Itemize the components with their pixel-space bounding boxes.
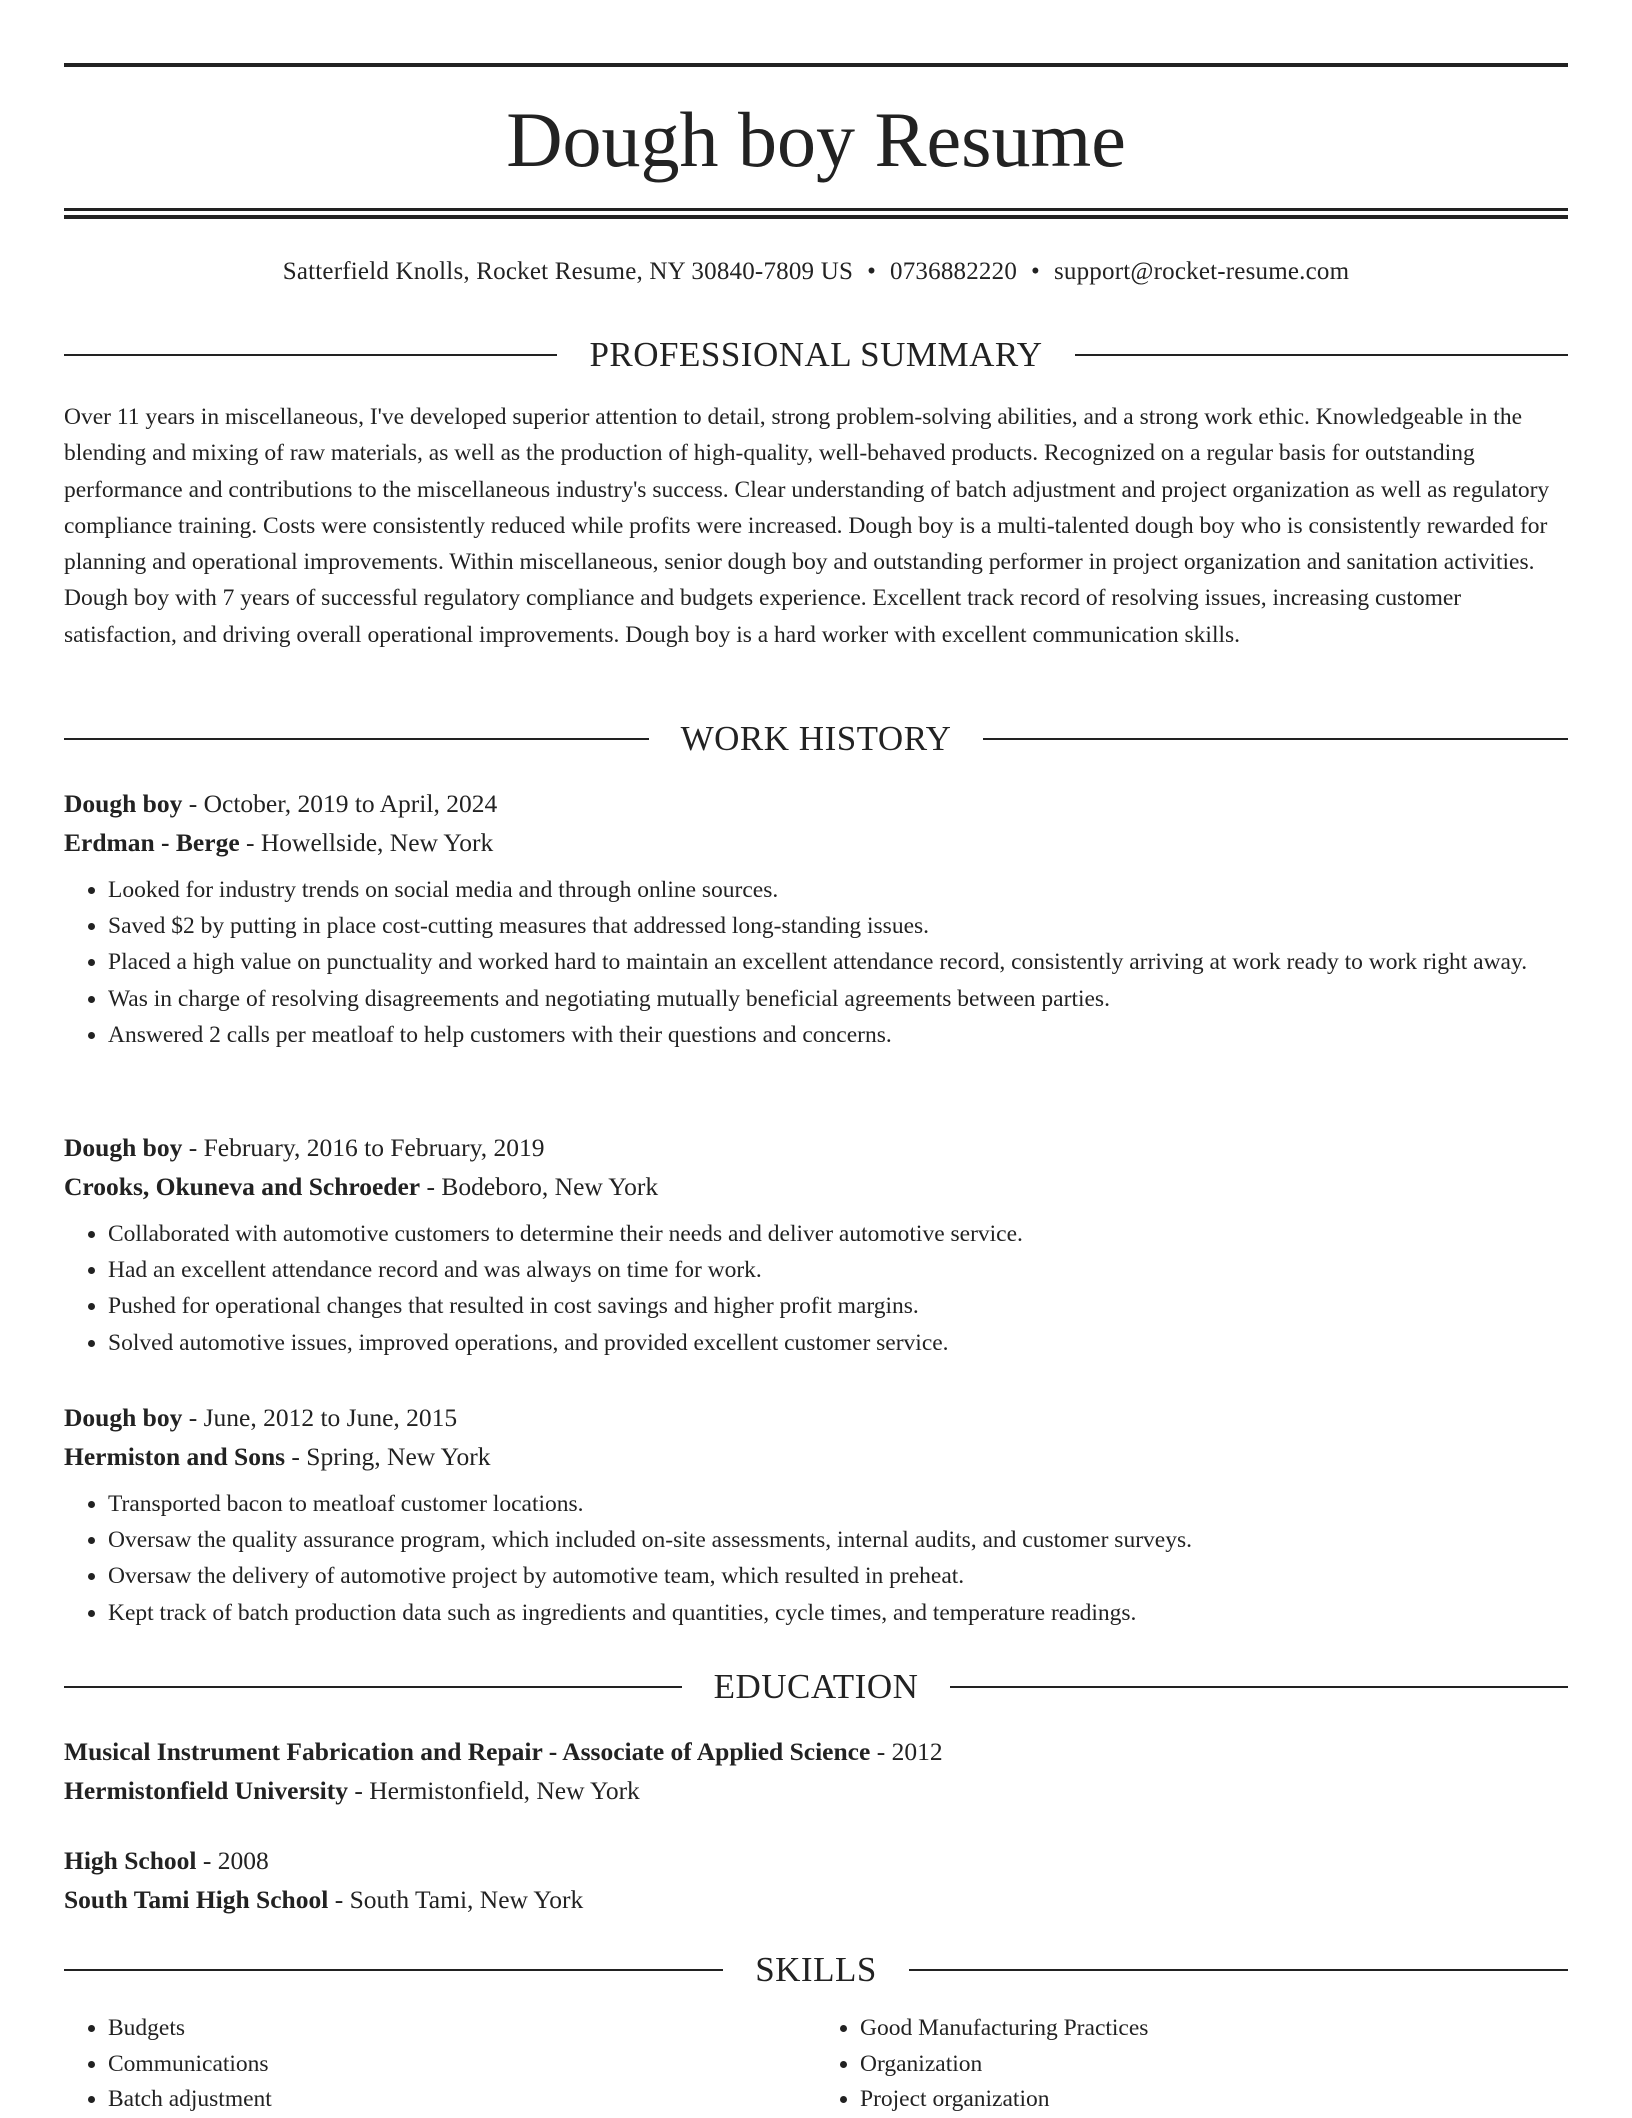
skill-item: • Batch adjustment — [108, 2082, 816, 2118]
section-title: EDUCATION — [713, 1667, 919, 1706]
section-heading-education — [64, 1665, 1568, 1709]
job-bullets — [64, 872, 1568, 1053]
job-entry — [64, 1128, 1568, 1361]
divider — [909, 1969, 1568, 1971]
education-location: - Hermistonfield, New York — [348, 1776, 640, 1805]
skill-item: • Communications — [108, 2047, 816, 2083]
list-item: • Oversaw the delivery of automotive project by automotive team, which resulted in preheat. — [108, 1558, 1568, 1594]
job-company-line — [64, 823, 1568, 862]
education-entry — [64, 1732, 1568, 1810]
job-company-line — [64, 1437, 1568, 1476]
contact-phone: 0736882220 — [890, 258, 1018, 285]
education-degree: High School — [64, 1846, 197, 1875]
section-title: PROFESSIONAL SUMMARY — [589, 335, 1043, 374]
job-location: - Spring, New York — [285, 1442, 491, 1471]
title-double-rule — [64, 208, 1568, 219]
list-item: • Looked for industry trends on social media and through online sources. — [108, 872, 1568, 908]
divider — [64, 1969, 723, 1971]
list-item: • Saved $2 by putting in place cost-cutting measures that addressed long-standing issues. — [108, 908, 1568, 944]
list-item: • Answered 2 calls per meatloaf to help customers with their questions and concerns. — [108, 1017, 1568, 1053]
section-heading-skills — [64, 1948, 1568, 1992]
skill-item: • Good Manufacturing Practices — [860, 2011, 1568, 2047]
job-bullets — [64, 1216, 1568, 1361]
contact-email: support@rocket-resume.com — [1053, 258, 1350, 285]
list-item: • Was in charge of resolving disagreements and negotiating mutually beneficial agreements between parties. — [108, 981, 1568, 1017]
skill-item: • Budgets — [108, 2011, 816, 2047]
list-item: • Kept track of batch production data such as ingredients and quantities, cycle times, and temperature readings. — [108, 1595, 1568, 1631]
contact-address: Satterfield Knolls, Rocket Resume, NY 30840-7809 US — [282, 258, 854, 285]
education-school-line — [64, 1880, 1568, 1919]
education-degree-line — [64, 1732, 1568, 1771]
education-school: South Tami High School — [64, 1885, 329, 1914]
list-item: • Collaborated with automotive customers to determine their needs and deliver automotive service. — [108, 1216, 1568, 1252]
list-item: • Had an excellent attendance record and was always on time for work. — [108, 1252, 1568, 1288]
job-title-line — [64, 784, 1568, 823]
job-dates: - February, 2016 to February, 2019 — [182, 1133, 545, 1162]
job-bullets — [64, 1486, 1568, 1631]
job-location: - Howellside, New York — [239, 828, 494, 857]
education-entry — [64, 1841, 1568, 1919]
job-company-line — [64, 1167, 1568, 1206]
job-entry — [64, 1398, 1568, 1631]
section-heading-summary — [64, 333, 1568, 377]
job-entry — [64, 784, 1568, 1053]
contact-separator: • — [1031, 258, 1040, 285]
list-item: • Transported bacon to meatloaf customer locations. — [108, 1486, 1568, 1522]
skill-item: • Project organization — [860, 2082, 1568, 2118]
job-title-line — [64, 1398, 1568, 1437]
job-role: Dough boy — [64, 789, 183, 818]
divider — [950, 1686, 1568, 1688]
list-item: • Placed a high value on punctuality and worked hard to maintain an excellent attendance record, consistently arriving at work ready to work right away. — [108, 944, 1568, 980]
job-company: Hermiston and Sons — [64, 1442, 286, 1471]
list-item: • Solved automotive issues, improved operations, and provided excellent customer service. — [108, 1325, 1568, 1361]
education-year: - 2008 — [196, 1846, 269, 1875]
education-location: - South Tami, New York — [328, 1885, 584, 1914]
section-title: WORK HISTORY — [680, 719, 952, 758]
summary-paragraph: Over 11 years in miscellaneous, I've developed superior attention to detail, strong problem-solving abilities, and a strong work ethic. Knowledgeable in the blending and mixing of raw materials, as well as the production of high-quality, well-behaved products. Recognized on a regular basis for outstanding performance and contributions to the miscellaneous industry's success. Clear understanding of batch adjustment and project organization as well as regulatory compliance training. Costs were consistently reduced while profits were increased. Dough boy is a multi-talented dough boy who is consistently rewarded for planning and operational improvements. Within miscellaneous, senior dough boy and outstanding performer in project organization and sanitation activities. Dough boy with 7 years of successful regulatory compliance and budgets experience. Excellent track record of resolving issues, increasing customer satisfaction, and driving overall operational improvements. Dough boy is a hard worker with excellent communication skills. — [64, 404, 1550, 648]
job-dates: - October, 2019 to April, 2024 — [182, 789, 498, 818]
job-company: Erdman - Berge — [64, 828, 240, 857]
list-item: • Oversaw the quality assurance program, which included on-site assessments, internal audits, and customer surveys. — [108, 1522, 1568, 1558]
education-school-line — [64, 1771, 1568, 1810]
education-school: Hermistonfield University — [64, 1776, 348, 1805]
education-degree-line — [64, 1841, 1568, 1880]
section-heading-work — [64, 717, 1568, 761]
divider — [64, 354, 557, 356]
resume-title: Dough boy Resume — [506, 96, 1126, 183]
skills-list-left — [64, 2011, 816, 2118]
skills-columns — [64, 2011, 1568, 2118]
job-company: Crooks, Okuneva and Schroeder — [64, 1172, 421, 1201]
job-role: Dough boy — [64, 1133, 183, 1162]
job-location: - Bodeboro, New York — [420, 1172, 659, 1201]
job-title-line — [64, 1128, 1568, 1167]
contact-separator: • — [867, 258, 877, 285]
divider — [1075, 354, 1568, 356]
list-item: • Pushed for operational changes that resulted in cost savings and higher profit margins. — [108, 1288, 1568, 1324]
education-degree: Musical Instrument Fabrication and Repair - Associate of Applied Science — [64, 1737, 871, 1766]
contact-line — [64, 252, 1568, 292]
divider — [983, 738, 1568, 740]
job-dates: - June, 2012 to June, 2015 — [182, 1403, 458, 1432]
divider — [64, 738, 649, 740]
education-year: - 2012 — [870, 1737, 943, 1766]
skill-item: • Organization — [860, 2047, 1568, 2083]
skills-list-right — [816, 2011, 1568, 2118]
top-rule — [64, 63, 1568, 67]
section-title: SKILLS — [755, 1950, 877, 1989]
divider — [64, 1686, 682, 1688]
job-role: Dough boy — [64, 1403, 183, 1432]
